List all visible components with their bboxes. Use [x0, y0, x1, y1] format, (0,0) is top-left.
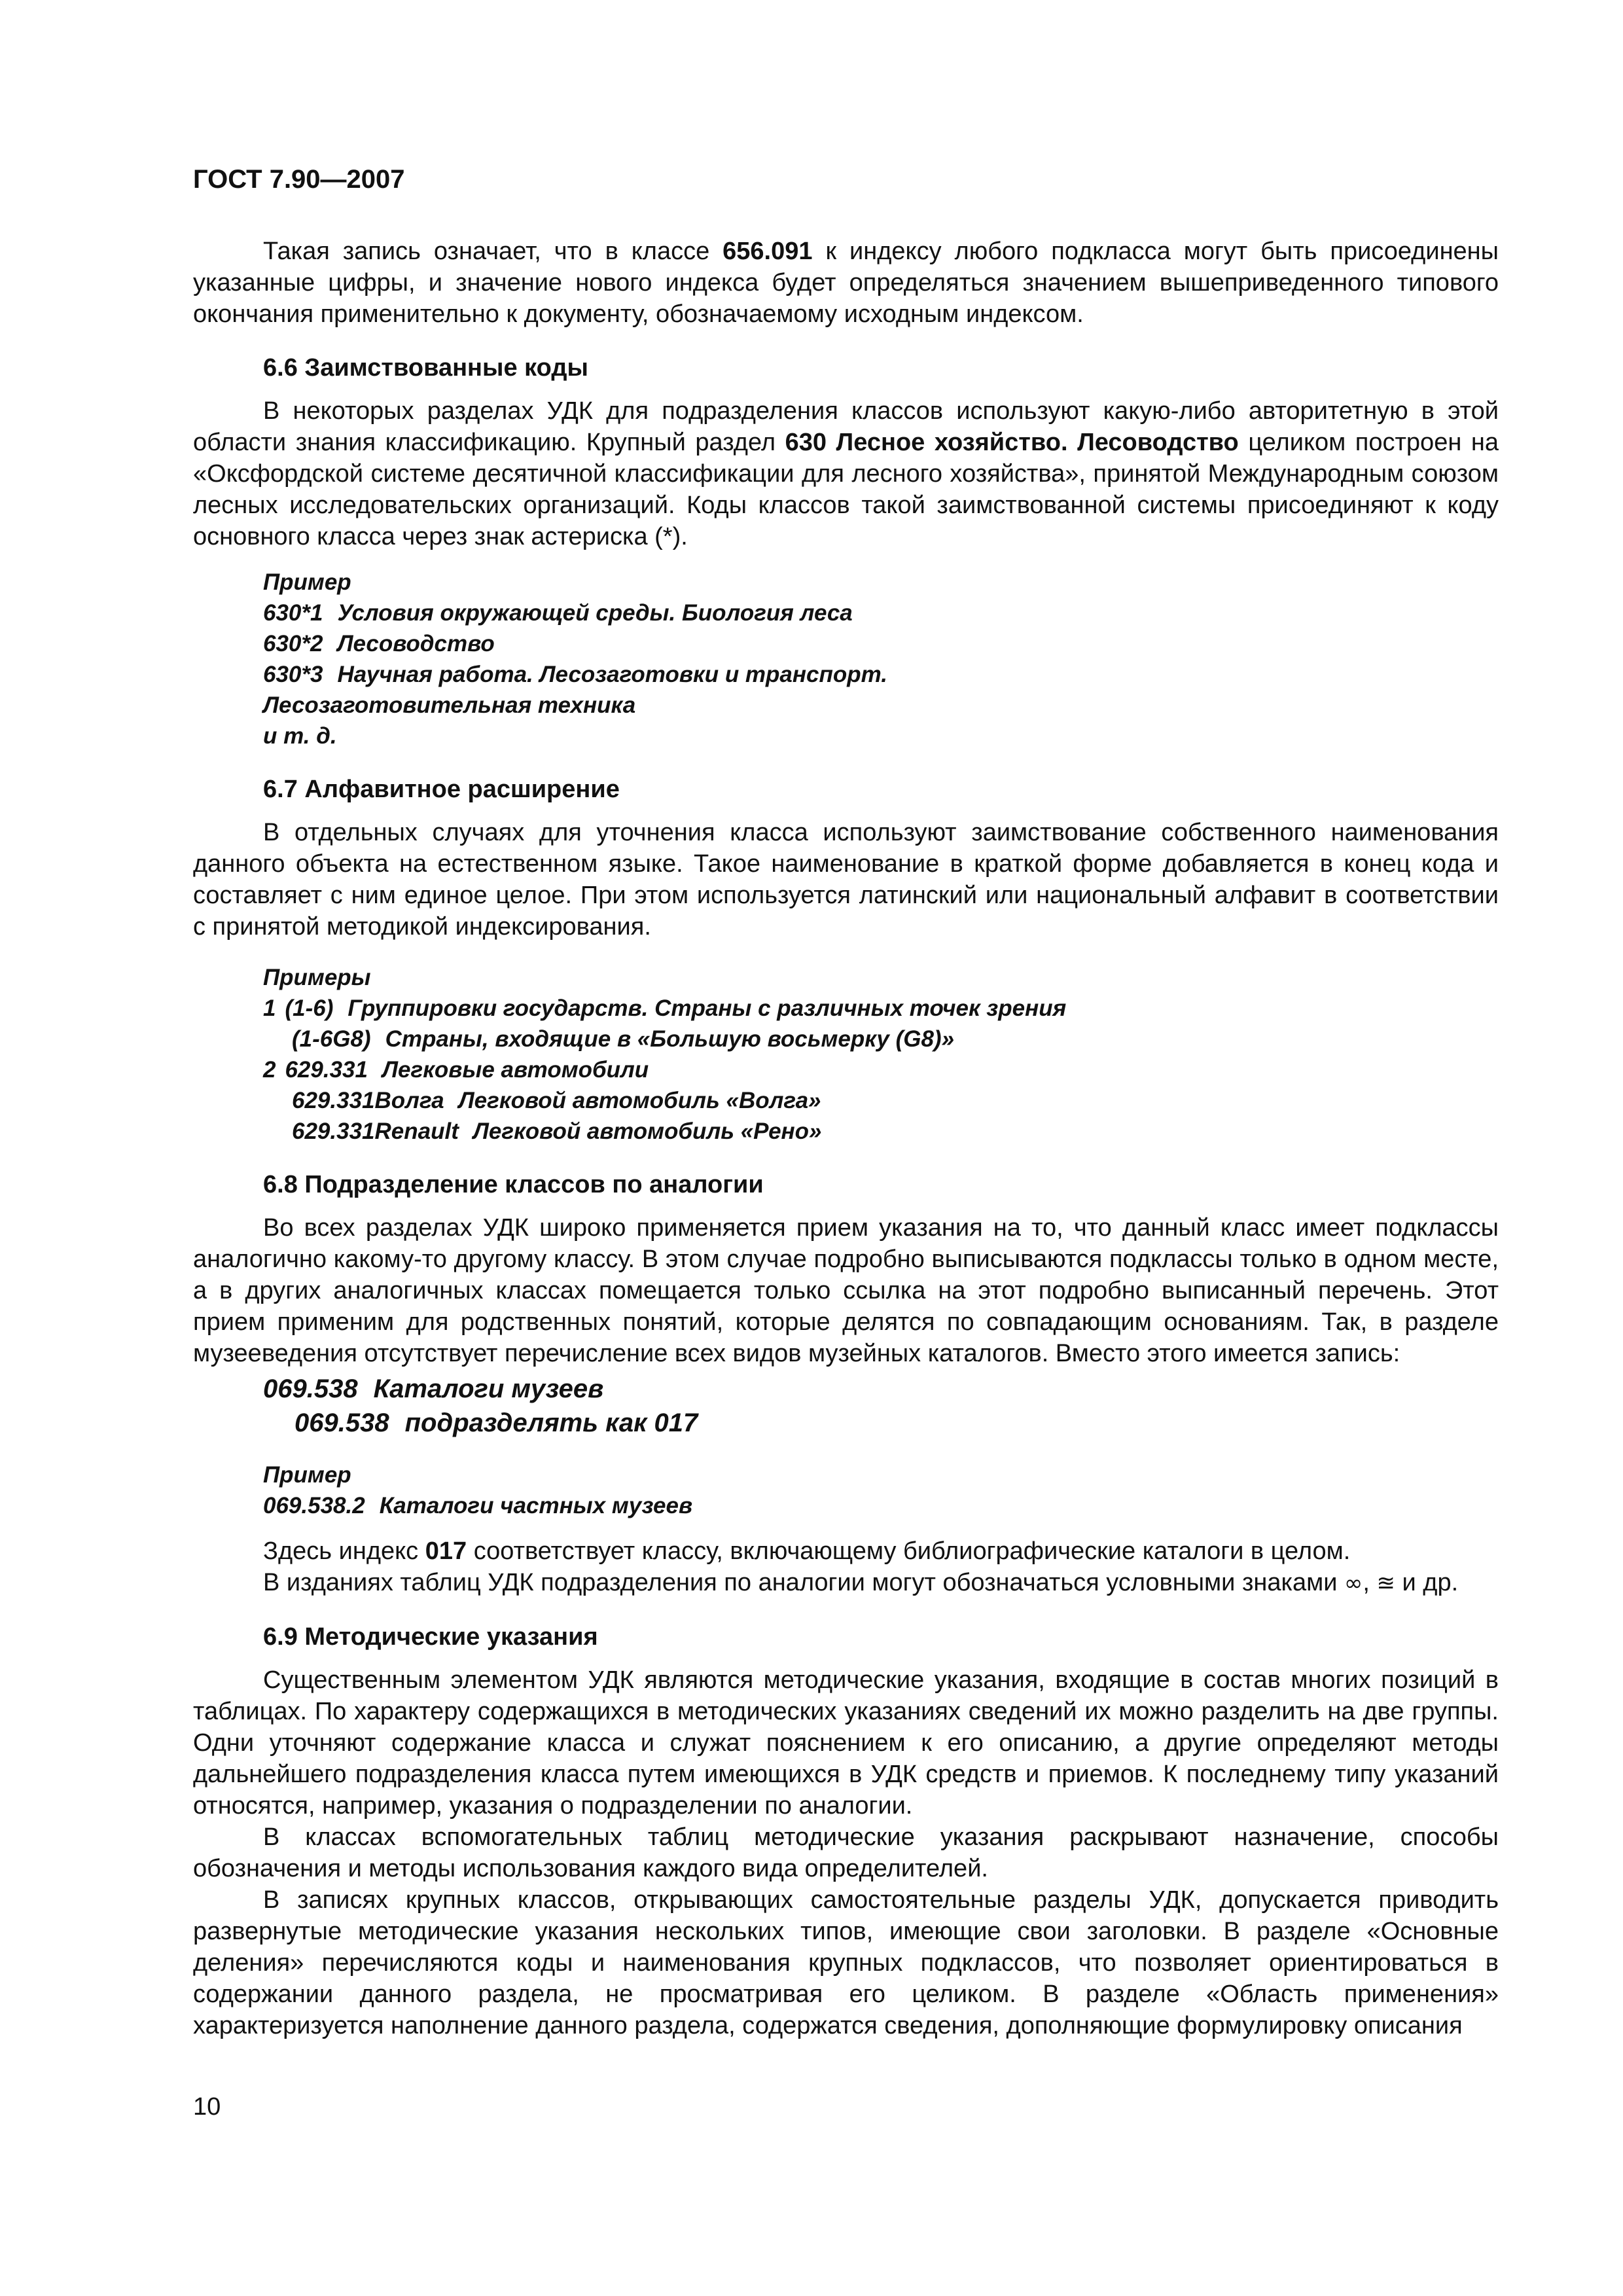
example-text: Легковой автомобиль «Рено» [473, 1119, 822, 1144]
example-code: 630*3 [263, 662, 323, 687]
example-row [263, 1054, 1499, 1085]
example-continuation: Лесозаготовительная техника [263, 692, 636, 718]
intro-text-end: к индексу любого подкласса могут быть присоединены указанные цифры, и значение нового индекса будет определяться значением вышеприведенного типового окончания применительно к документу, обозначаемому исходным индексом. [193, 238, 1499, 328]
example-code: 629.331Renault [292, 1119, 459, 1144]
example-text: Каталоги частных музеев [379, 1493, 693, 1518]
example-row [263, 659, 1499, 690]
examples-label: Примеры [263, 965, 371, 990]
section-6-7-examples [263, 962, 1499, 1147]
section-6-9-paragraph-3: В записях крупных классов, открывающих самостоятельные разделы УДК, допускается приводить развернутые методические указания нескольких типов, имеющие свои заголовки. В разделе «Основные деления» перечисляются коды и наименования крупных подклассов, что позволяет ориентироваться в содержании данного раздела, не просматривая его целиком. В разделе «Область применения» характеризуется наполнение данного раздела, содержатся сведения, дополняющие формулировку описания [193, 1886, 1499, 2039]
section-heading-6-9: 6.9 Методические указания [263, 1623, 598, 1651]
example-text: Группировки государств. Страны с различных точек зрения [348, 996, 1067, 1021]
example-label: Пример [263, 1462, 351, 1488]
section-6-8-paragraph-3 [193, 1567, 1499, 1599]
example-subrow [263, 1116, 1499, 1147]
s68-text: Здесь индекс [263, 1537, 425, 1565]
s68-text: В изданиях таблиц УДК подразделения по аналогии могут обозначаться условными знаками [263, 1569, 1344, 1596]
example-code: 629.331Волга [292, 1088, 444, 1113]
infinity-symbol: ∞ [1344, 1570, 1363, 1596]
s66-text: В некоторых разделах УДК для подразделения классов используют какую-либо авторитетную в этой области знания классификацию. Крупный раздел [193, 397, 1499, 456]
page-number: 10 [193, 2093, 221, 2121]
section-heading-6-8: 6.8 Подразделение классов по аналогии [263, 1171, 764, 1198]
section-6-6-paragraph [193, 395, 1499, 552]
example-etc: и т. д. [263, 723, 337, 749]
example-text: Страны, входящие в «Большую восьмерку (G8)» [385, 1026, 955, 1052]
record-row [263, 1406, 1499, 1440]
example-text: Условия окружающей среды. Биология леса [337, 600, 853, 626]
section-6-9-paragraph-1: Существенным элементом УДК являются методические указания, входящие в состав многих позиций в таблицах. По характеру содержащихся в методических указаниях сведений их можно разделить на две группы. Одни уточняют содержание класса и служат пояснением к его описанию, а другие определяют методы дальнейшего подразделения класса путем имеющихся в УДК средств и приемов. К последнему типу указаний относятся, например, указания о подразделении по аналогии. [193, 1666, 1499, 1820]
intro-paragraph [193, 236, 1499, 330]
section-6-8-example [263, 1460, 1499, 1521]
record-text: подразделять как 017 [404, 1408, 698, 1437]
section-heading-6-7: 6.7 Алфавитное расширение [263, 776, 620, 803]
example-text: Научная работа. Лесозаготовки и транспорт. [337, 662, 888, 687]
example-row [263, 993, 1499, 1024]
museum-catalog-record [263, 1372, 1499, 1440]
example-code: (1-6) [285, 996, 334, 1021]
separator: , [1363, 1569, 1377, 1596]
record-code: 069.538 [294, 1408, 389, 1437]
intro-class-code: 656.091 [722, 238, 813, 265]
s68-bold-code: 017 [425, 1537, 467, 1565]
section-6-6-example [263, 567, 1499, 751]
example-code: (1-6G8) [292, 1026, 371, 1052]
example-subrow [263, 1024, 1499, 1054]
section-6-8-paragraph-2 [193, 1535, 1499, 1567]
record-code: 069.538 [263, 1374, 358, 1403]
s68-text-end: соответствует классу, включающему библиографические каталоги в целом. [467, 1537, 1351, 1565]
section-heading-6-6: 6.6 Заимствованные коды [263, 354, 588, 382]
example-label: Пример [263, 569, 351, 595]
example-number: 2 [263, 1057, 276, 1083]
example-code: 630*1 [263, 600, 323, 626]
document-header: ГОСТ 7.90—2007 [193, 165, 405, 194]
example-number: 1 [263, 996, 276, 1021]
example-subrow [263, 1085, 1499, 1116]
s66-bold-term: 630 Лесное хозяйство. Лесоводство [785, 429, 1239, 456]
s68-text-end: и др. [1395, 1569, 1459, 1596]
approx-symbol: ≊ [1376, 1570, 1395, 1596]
section-6-8-paragraph: Во всех разделах УДК широко применяется прием указания на то, что данный класс имеет подклассы аналогично какому-то другому классу. В этом случае подробно выписываются подклассы только в одном месте, а в других аналогичных классах помещается только ссылка на этот подробно выписанный перечень. Этот прием применим для родственных понятий, которые делятся по совпадающим основаниям. Так, в разделе музееведения отсутствует перечисление всех видов музейных каталогов. Вместо этого имеется запись: [193, 1214, 1499, 1367]
example-code: 630*2 [263, 631, 323, 656]
example-text: Легковой автомобиль «Волга» [458, 1088, 821, 1113]
s66-text-end: целиком построен на «Оксфордской системе десятичной классификации для лесного хозяйства», принятой Международным союзом лесных исследовательских организаций. Коды классов такой заимствованной системы присоединяют к коду основного класса через знак астериска (*). [193, 429, 1499, 550]
record-row [263, 1372, 1499, 1406]
section-6-9-paragraph-2: В классах вспомогательных таблиц методические указания раскрывают назначение, способы обозначения и методы использования каждого вида определителей. [193, 1823, 1499, 1882]
example-row [263, 598, 1499, 628]
example-code: 629.331 [285, 1057, 368, 1083]
intro-text: Такая запись означает, что в классе [263, 238, 723, 265]
example-code: 069.538.2 [263, 1493, 365, 1518]
example-text: Легковые автомобили [382, 1057, 649, 1083]
document-body [193, 236, 1499, 2041]
record-text: Каталоги музеев [373, 1374, 604, 1403]
section-6-7-paragraph: В отдельных случаях для уточнения класса используют заимствование собственного наименования данного объекта на естественном языке. Такое наименование в краткой форме добавляется в конец кода и составляет с ним единое целое. При этом используется латинский или национальный алфавит в соответствии с принятой методикой индексирования. [193, 819, 1499, 941]
example-row [263, 1490, 1499, 1521]
example-text: Лесоводство [337, 631, 495, 656]
example-row [263, 628, 1499, 659]
